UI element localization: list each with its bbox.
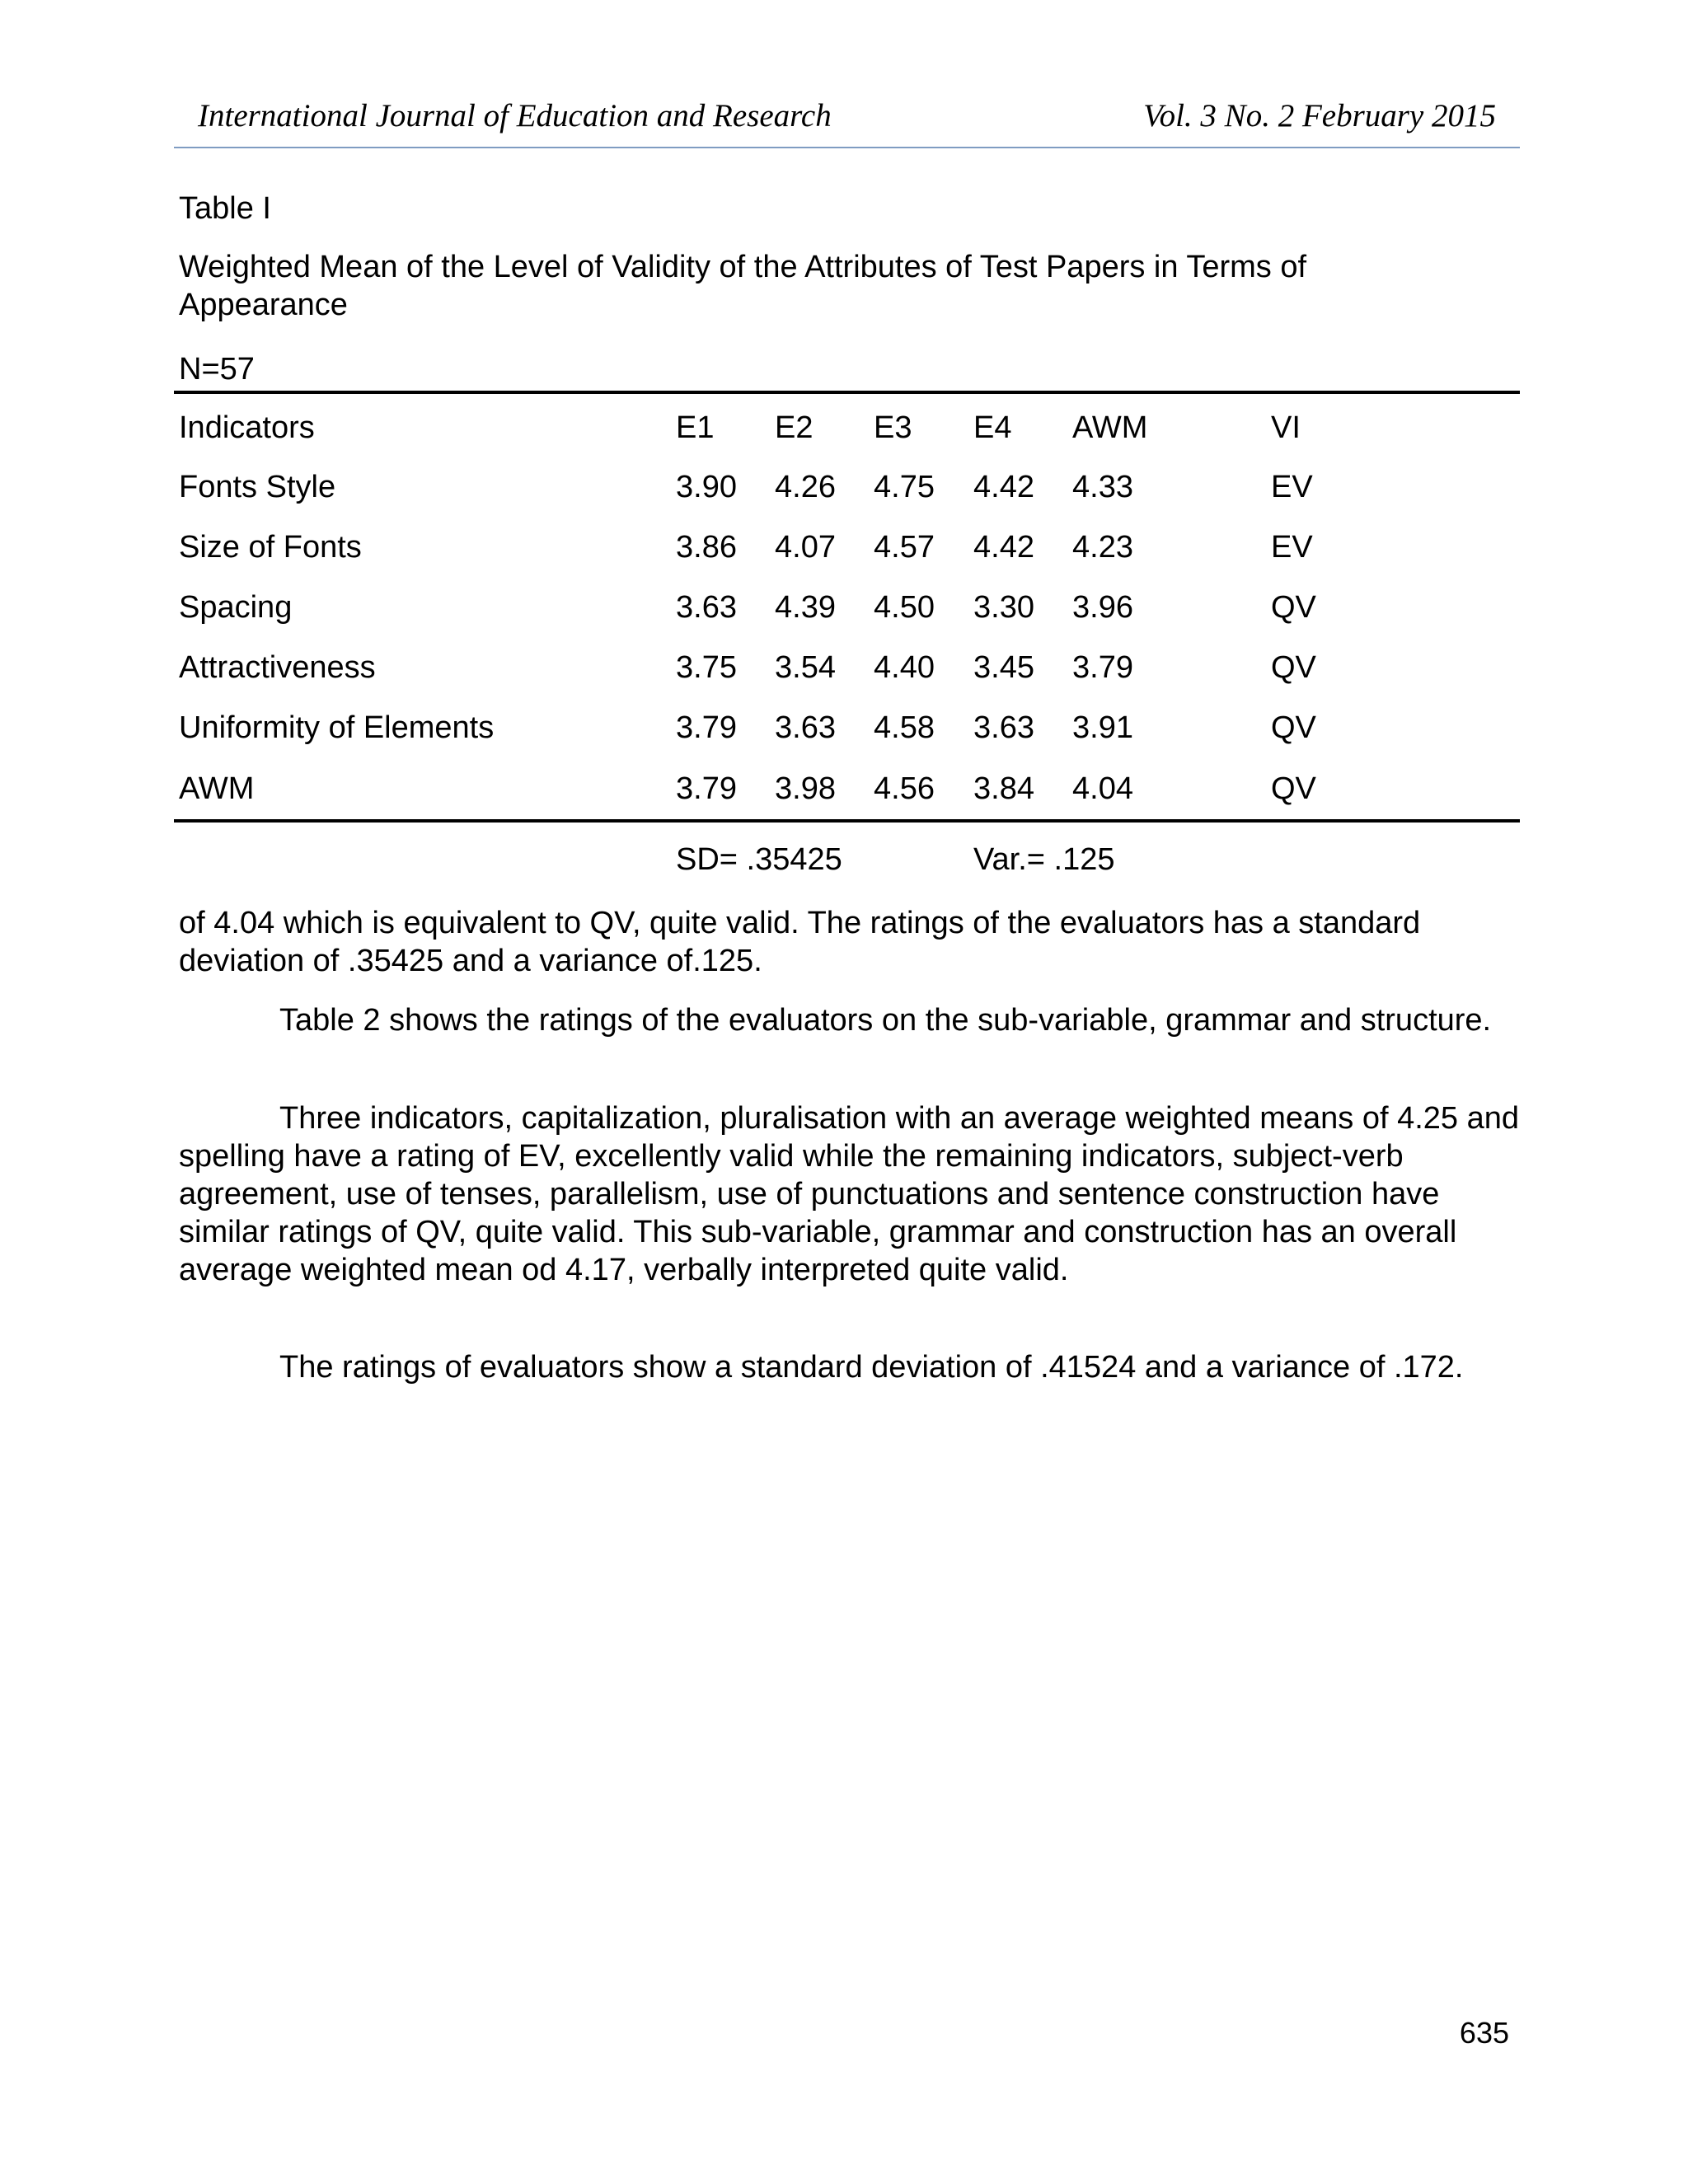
table-cell: Spacing (179, 590, 293, 625)
table-row (0, 470, 1688, 511)
table-cell: 3.63 (775, 710, 836, 745)
table-cell: EV (1271, 530, 1313, 565)
table-cell: 4.07 (775, 530, 836, 565)
table-cell: 3.91 (1072, 710, 1133, 745)
table-header-row (0, 410, 1688, 452)
table-row (0, 650, 1688, 691)
table-cell: QV (1271, 590, 1316, 625)
table-cell: AWM (179, 771, 255, 806)
table-cell: 3.79 (1072, 650, 1133, 685)
table-cell: EV (1271, 470, 1313, 504)
table-cell: 3.84 (973, 771, 1034, 806)
table-cell: 4.33 (1072, 470, 1133, 504)
table-cell: 3.96 (1072, 590, 1133, 625)
table-cell: 3.98 (775, 771, 836, 806)
table-row (0, 590, 1688, 631)
table-cell: 3.63 (676, 590, 737, 625)
table-bottom-rule (174, 819, 1520, 823)
table-row (0, 530, 1688, 571)
table-cell: 4.56 (874, 771, 935, 806)
table-cell: Uniformity of Elements (179, 710, 495, 745)
volume-info: Vol. 3 No. 2 February 2015 (1143, 98, 1496, 134)
table-cell: 4.42 (973, 470, 1034, 504)
table-cell: 3.63 (973, 710, 1034, 745)
table-cell: 3.45 (973, 650, 1034, 685)
table-cell: 3.86 (676, 530, 737, 565)
body-paragraph: of 4.04 which is equivalent to QV, quite valid. The ratings of the evaluators has a standard deviation of .35425 and a variance of.125. (179, 906, 1421, 978)
table-cell: 4.04 (1072, 771, 1133, 806)
table-cell: Attractiveness (179, 650, 376, 685)
body-paragraph: Three indicators, capitalization, pluralisation with an average weighted means of 4.25 and spelling have a rating of EV, excellently valid while the remaining indicators, subject-verb agreement, use of tenses, parallelism, use of punctuations and sentence construction have similar ratings of QV, quite valid. This sub-variable, grammar and construction has an overall average weighted mean od 4.17, verbally interpreted quite valid. (179, 1101, 1520, 1287)
table-sample-size: N=57 (179, 352, 255, 387)
table-cell: 3.79 (676, 710, 737, 745)
column-header: E3 (874, 410, 912, 445)
table-cell: 4.50 (874, 590, 935, 625)
table-cell: 4.23 (1072, 530, 1133, 565)
table-cell: 3.30 (973, 590, 1034, 625)
table-cell: QV (1271, 771, 1316, 806)
column-header: E1 (676, 410, 715, 445)
column-header: E2 (775, 410, 814, 445)
table-cell: 4.58 (874, 710, 935, 745)
table-cell: 3.90 (676, 470, 737, 504)
table-cell: 4.40 (874, 650, 935, 685)
table-cell: 3.79 (676, 771, 737, 806)
body-paragraph: The ratings of evaluators show a standard deviation of .41524 and a variance of .172. (279, 1350, 1464, 1385)
table-top-rule (174, 391, 1520, 394)
table-cell: 3.75 (676, 650, 737, 685)
table-cell: QV (1271, 650, 1316, 685)
table-cell: 4.75 (874, 470, 935, 504)
table-cell: 3.54 (775, 650, 836, 685)
column-header: VI (1271, 410, 1301, 445)
column-header: E4 (973, 410, 1012, 445)
table-cell: 4.39 (775, 590, 836, 625)
table-cell: 4.42 (973, 530, 1034, 565)
body-paragraph: Table 2 shows the ratings of the evaluators on the sub-variable, grammar and structure. (279, 1003, 1492, 1038)
table-row (0, 771, 1688, 813)
column-header: Indicators (179, 410, 315, 445)
table-row (0, 710, 1688, 752)
column-header: AWM (1072, 410, 1148, 445)
journal-title: International Journal of Education and Research (198, 98, 832, 134)
running-header (174, 97, 1520, 148)
page-number: 635 (1459, 2016, 1509, 2050)
table-cell: 4.26 (775, 470, 836, 504)
table-cell: Fonts Style (179, 470, 336, 504)
variance: Var.= .125 (973, 842, 1115, 877)
table-cell: QV (1271, 710, 1316, 745)
table-cell: Size of Fonts (179, 530, 362, 565)
table-label: Table I (179, 191, 271, 226)
table-cell: 4.57 (874, 530, 935, 565)
table-title: Weighted Mean of the Level of Validity of the Attributes of Test Papers in Terms of Appearance (179, 250, 1307, 322)
standard-deviation: SD= .35425 (676, 842, 842, 877)
